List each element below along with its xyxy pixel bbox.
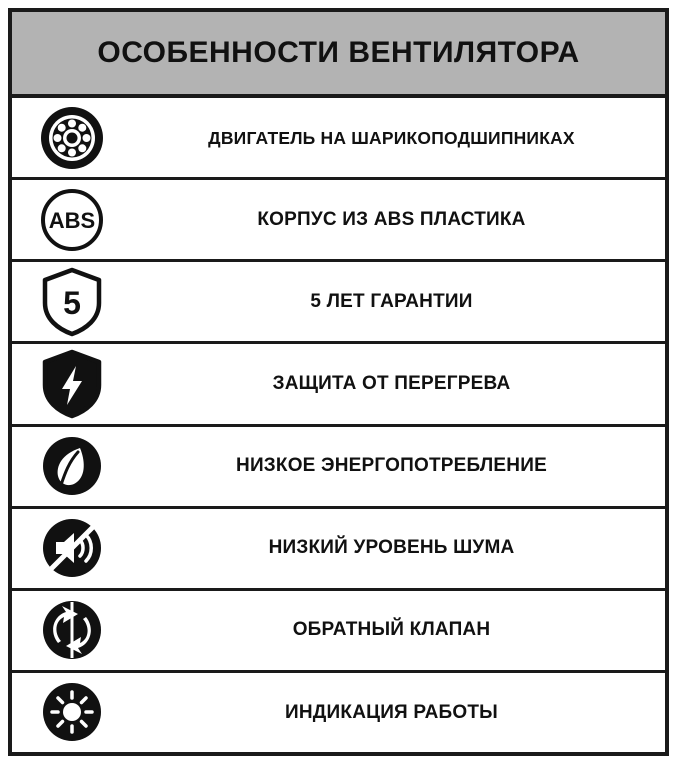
feature-row: [12, 98, 665, 180]
feature-label: ЗАЩИТА ОТ ПЕРЕГРЕВА: [272, 373, 511, 395]
feature-label: ОБРАТНЫЙ КЛАПАН: [292, 619, 491, 641]
feature-label-cell: [132, 537, 665, 559]
feature-label: ИНДИКАЦИЯ РАБОТЫ: [285, 701, 498, 723]
feature-label-cell: [132, 291, 665, 313]
feature-label: ДВИГАТЕЛЬ НА ШАРИКОПОДШИПНИКАХ: [208, 127, 575, 148]
feature-label-cell: [132, 455, 665, 477]
feature-rows: [12, 98, 665, 752]
shield-bolt-overheat-icon: [12, 349, 132, 419]
ball-bearing-icon: [12, 105, 132, 171]
feature-label-cell: [132, 209, 665, 231]
feature-row: [12, 262, 665, 344]
leaf-energy-saving-icon: [12, 433, 132, 499]
feature-label: НИЗКОЕ ЭНЕРГОПОТРЕБЛЕНИЕ: [236, 455, 547, 477]
feature-label-cell: [132, 128, 665, 148]
feature-label-cell: [132, 373, 665, 395]
svg-text:5: 5: [63, 284, 81, 321]
feature-row: [12, 673, 665, 752]
feature-row: [12, 509, 665, 591]
feature-label: НИЗКИЙ УРОВЕНЬ ШУМА: [268, 537, 515, 559]
feature-row: [12, 427, 665, 509]
feature-row: [12, 180, 665, 262]
poster-header: [12, 12, 665, 98]
feature-label: КОРПУС ИЗ ABS ПЛАСТИКА: [257, 208, 526, 230]
abs-plastic-icon: [12, 187, 132, 253]
page-title: ОСОБЕННОСТИ ВЕНТИЛЯТОРА: [97, 36, 580, 69]
feature-label-cell: [132, 702, 665, 724]
feature-label: 5 ЛЕТ ГАРАНТИИ: [310, 290, 473, 312]
feature-row: [12, 591, 665, 673]
svg-text:ABS: ABS: [48, 207, 96, 233]
shield-5-years-icon: [12, 267, 132, 337]
indicator-light-icon: [12, 679, 132, 745]
feature-label-cell: [132, 619, 665, 641]
mute-speaker-icon: [12, 515, 132, 581]
check-valve-icon: [12, 597, 132, 663]
poster-frame: [8, 8, 669, 756]
feature-row: [12, 344, 665, 426]
